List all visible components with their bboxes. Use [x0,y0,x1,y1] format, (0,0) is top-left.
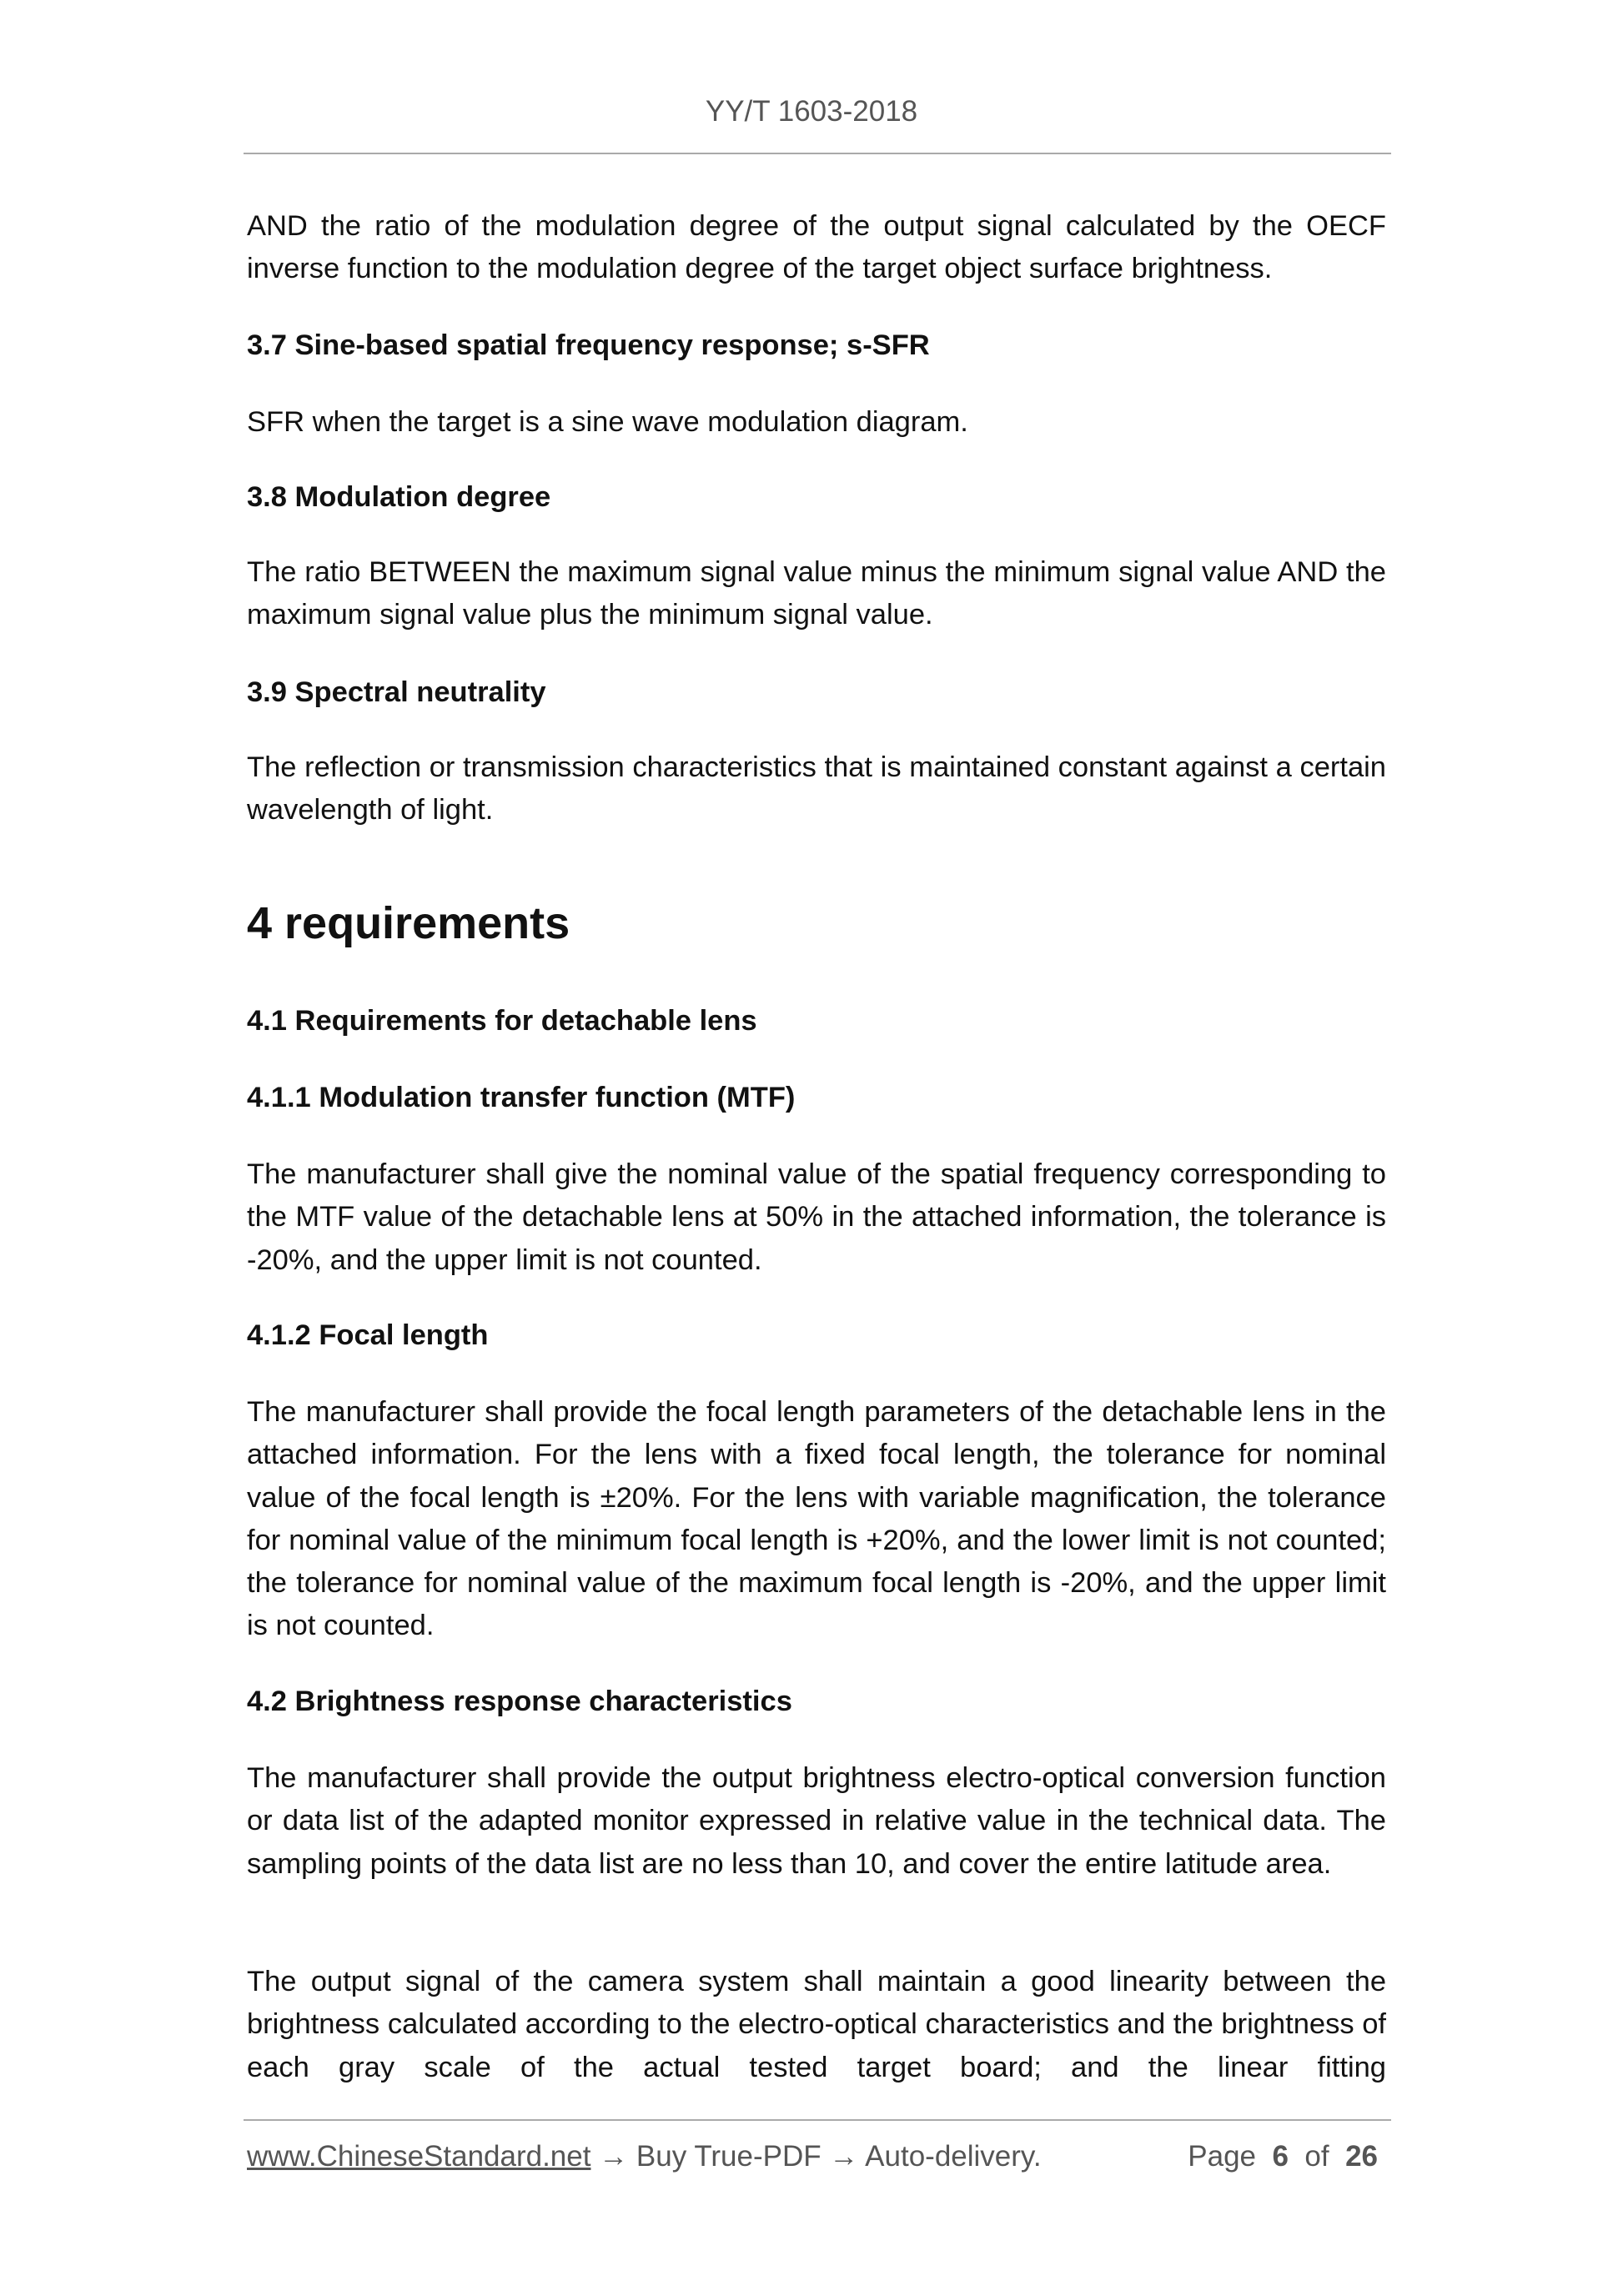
header-title: YY/T 1603-2018 [705,95,918,128]
section-heading: 4.1.1 Modulation transfer function (MTF) [247,1082,796,1113]
paragraph: The output signal of the camera system shall maintain a good linearity between the brightness calculated according to the electro-optical characteristics and the brightness of each gray scale of the actual tested target board; and the linear fitting [247,1966,1386,2083]
section-heading: 4.1 Requirements for detachable lens [247,1005,757,1037]
paragraph: AND the ratio of the modulation degree of the output signal calculated by the OECF inverse function to the modulation degree of the target object surface brightness. [247,210,1386,285]
website-link[interactable]: www.ChineseStandard.net [247,2140,591,2173]
section-heading: 3.7 Sine-based spatial frequency response; s-SFR [247,329,930,361]
section-heading: 4.1.2 Focal length [247,1319,489,1351]
paragraph: The manufacturer shall provide the focal length parameters of the detachable lens in the attached information. For the lens with a fixed focal length, the tolerance for nominal value of the focal length is ±20%. For the lens with variable magnification, the tolerance for nominal value of the minimum focal length is +20%, and the lower limit is not counted; the tolerance for nominal value of the maximum focal length is -20%, and the upper limit is not counted. [247,1396,1386,1642]
footer-rule [244,2119,1391,2121]
page-label: Page [1188,2140,1257,2173]
of-label: of [1304,2140,1329,2173]
paragraph: The manufacturer shall provide the output brightness electro-optical conversion function or data list of the adapted monitor expressed in relative value in the technical data. The sampling points of the data list are no less than 10, and cover the entire latitude area. [247,1762,1386,1880]
footer [247,2140,1378,2173]
section-heading: 3.9 Spectral neutrality [247,676,546,708]
current-page: 6 [1272,2140,1289,2173]
page-number [1188,2140,1378,2173]
paragraph: The ratio BETWEEN the maximum signal value minus the minimum signal value AND the maximum signal value plus the minimum signal value. [247,556,1386,631]
footer-text: → Buy True-PDF → Auto-delivery. [590,2140,1042,2173]
section-heading: 3.8 Modulation degree [247,481,551,513]
chapter-heading: 4 requirements [247,898,570,948]
header-rule [244,153,1391,154]
paragraph: The reflection or transmission characteristics that is maintained constant against a certain wavelength of light. [247,751,1386,826]
total-pages: 26 [1345,2140,1378,2173]
section-heading: 4.2 Brightness response characteristics [247,1686,792,1717]
paragraph: SFR when the target is a sine wave modulation diagram. [247,406,968,438]
paragraph: The manufacturer shall give the nominal value of the spatial frequency corresponding to the MTF value of the detachable lens at 50% in the attached information, the tolerance is -20%, and the upper limit is not counted. [247,1158,1386,1276]
